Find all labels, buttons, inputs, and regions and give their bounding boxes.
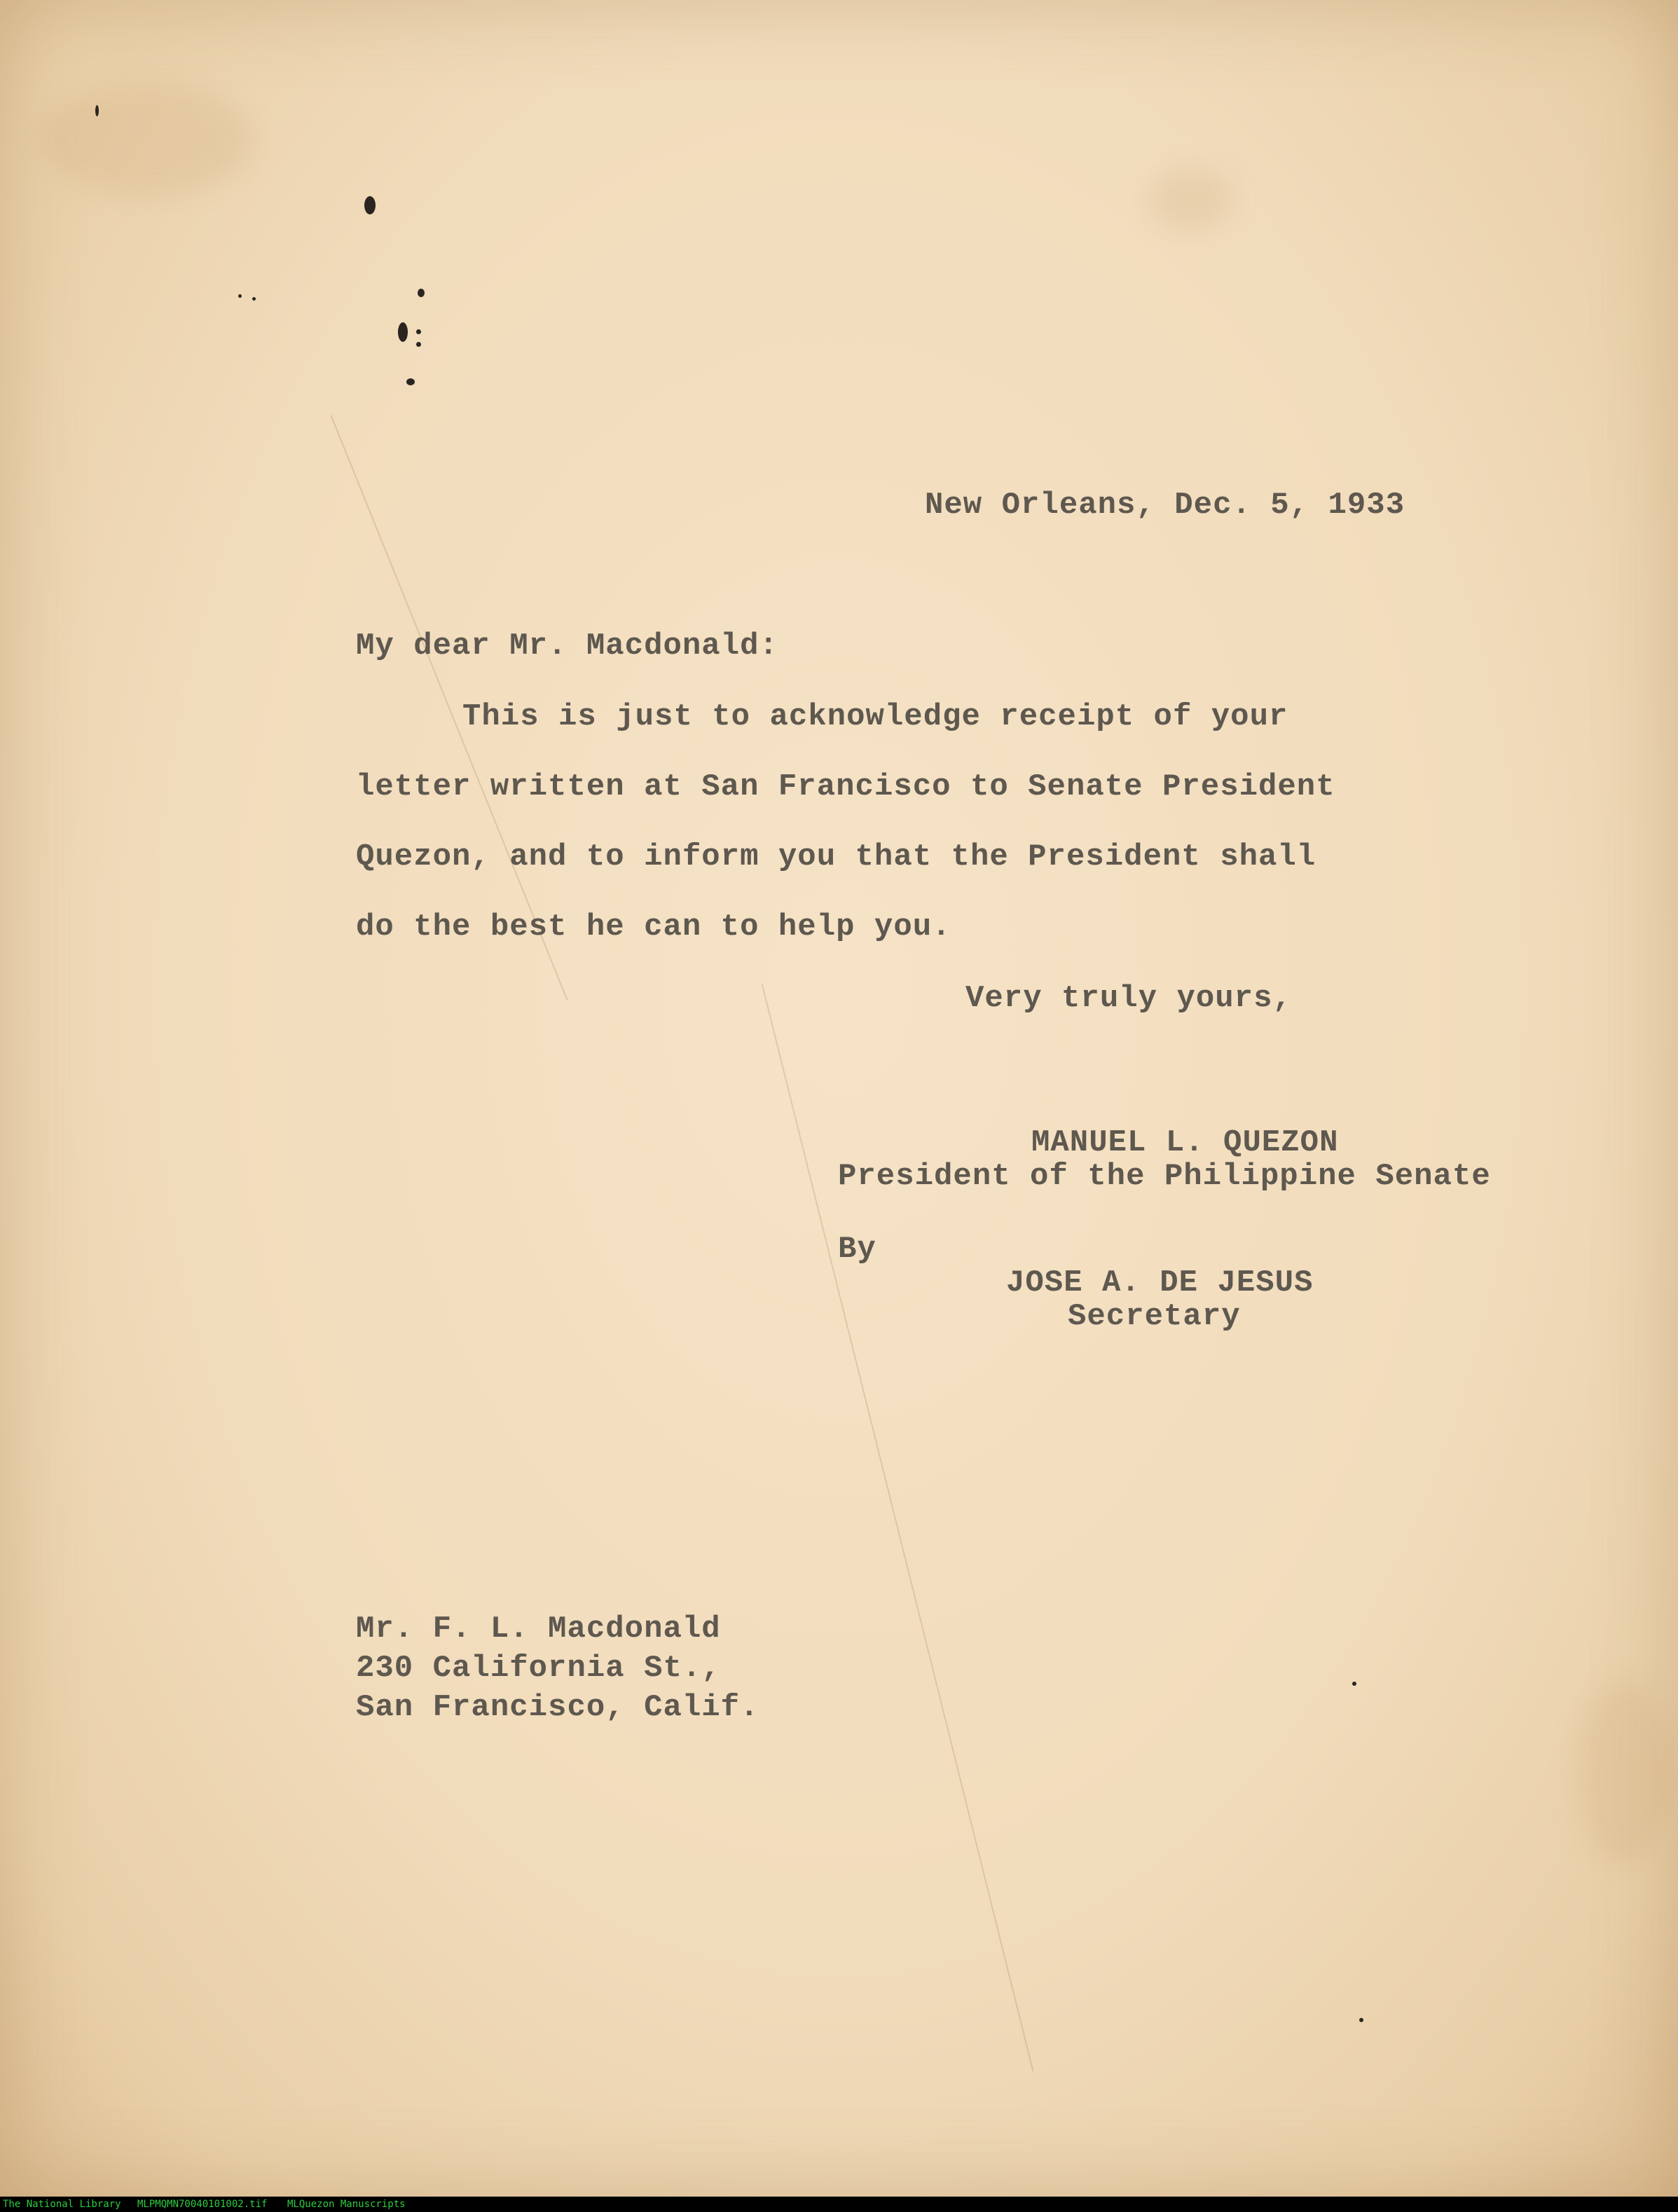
stain bbox=[42, 84, 252, 196]
footer-file-id: MLPMQMN70040101002.tif bbox=[137, 2199, 268, 2210]
place-date: New Orleans, Dec. 5, 1933 bbox=[925, 488, 1405, 523]
ink-speck bbox=[1359, 2018, 1363, 2022]
address-line: 230 California St., bbox=[356, 1651, 721, 1686]
footer-collection: MLQuezon Manuscripts bbox=[287, 2199, 406, 2210]
ink-speck bbox=[418, 289, 425, 297]
ink-speck bbox=[1352, 1682, 1356, 1686]
by-label: By bbox=[838, 1232, 876, 1267]
stain bbox=[1576, 1682, 1674, 1864]
paper-crease bbox=[761, 984, 1033, 2072]
ink-speck bbox=[398, 322, 408, 342]
stain bbox=[1149, 168, 1233, 231]
body-line: This is just to acknowledge receipt of your bbox=[462, 699, 1288, 734]
ink-speck bbox=[252, 297, 256, 301]
signatory-title: President of the Philippine Senate bbox=[838, 1159, 1491, 1194]
salutation: My dear Mr. Macdonald: bbox=[356, 628, 778, 664]
ink-speck bbox=[416, 342, 421, 347]
ink-speck bbox=[95, 105, 99, 116]
footer-library: The National Library bbox=[3, 2199, 121, 2210]
ink-speck bbox=[238, 294, 242, 298]
address-line: San Francisco, Calif. bbox=[356, 1690, 759, 1725]
scan-footer bbox=[0, 2197, 1678, 2212]
ink-speck bbox=[406, 378, 415, 385]
ink-speck bbox=[364, 196, 376, 214]
closing: Very truly yours, bbox=[965, 981, 1292, 1016]
signatory-name: MANUEL L. QUEZON bbox=[1031, 1125, 1339, 1160]
body-line: letter written at San Francisco to Senate President bbox=[356, 769, 1335, 804]
ink-speck bbox=[416, 329, 421, 334]
secretary-name: JOSE A. DE JESUS bbox=[1006, 1265, 1314, 1300]
body-line: Quezon, and to inform you that the President shall bbox=[356, 839, 1316, 874]
secretary-title: Secretary bbox=[1068, 1299, 1241, 1334]
body-line: do the best he can to help you. bbox=[356, 909, 951, 944]
address-line: Mr. F. L. Macdonald bbox=[356, 1612, 721, 1647]
